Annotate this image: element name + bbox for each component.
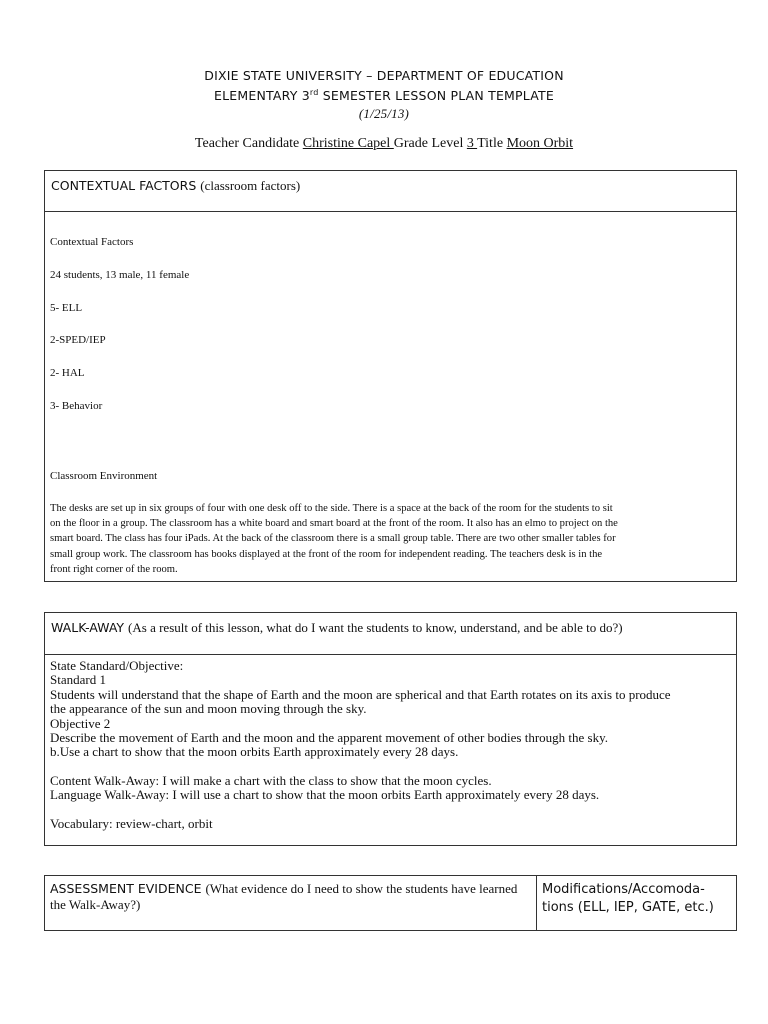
walk-away-heading xyxy=(51,620,623,636)
spacer xyxy=(50,760,730,774)
document-title-line2 xyxy=(0,88,768,103)
document-title-line1 xyxy=(0,68,768,83)
standard-line: State Standard/Objective: xyxy=(50,658,184,673)
walk-away-heading-main: WALK-AWAY xyxy=(51,620,129,635)
grade-label: Grade Level xyxy=(393,136,467,151)
candidate-label: Teacher Candidate xyxy=(194,136,303,151)
language-walk-away: Language Walk-Away: I will use a chart to show that the moon orbits Earth approximately every 28 days. xyxy=(50,787,600,803)
template-title-sup: rd xyxy=(309,88,319,97)
modifications-line: Modifications/Accomoda- xyxy=(542,882,705,897)
grade-value: 3 xyxy=(466,136,478,151)
university-name: DIXIE STATE UNIVERSITY xyxy=(204,68,362,83)
environment-line: front right corner of the room. xyxy=(50,563,178,575)
title-label: Title xyxy=(477,136,507,151)
assessment-evidence-cell xyxy=(45,876,537,930)
assessment-heading-main: ASSESSMENT EVIDENCE xyxy=(50,881,206,896)
contextual-heading-main: CONTEXTUAL FACTORS xyxy=(51,178,201,193)
title-value: Moon Orbit xyxy=(506,136,574,151)
classroom-environment-text xyxy=(50,501,730,577)
assessment-heading-sub: (What evidence do I need to show the students have learned the Walk-Away?) xyxy=(50,881,518,912)
walk-away-header xyxy=(45,613,736,655)
environment-line: on the floor in a group. The classroom has a white board and smart board at the front of the room. It also has an elmo to project on the xyxy=(50,518,618,530)
environment-line: small group work. The classroom has books displayed at the front of the room for independent reading. The teachers desk is in the xyxy=(50,548,603,560)
content-walk-away: Content Walk-Away: I will make a chart with the class to show that the moon cycles. xyxy=(50,772,492,788)
walk-away-body xyxy=(50,659,730,831)
template-date: (1/25/13) xyxy=(358,106,410,121)
teacher-info-line xyxy=(0,136,768,152)
walk-away-section xyxy=(44,612,737,846)
modifications-heading xyxy=(542,881,732,917)
contextual-item: 24 students, 13 male, 11 female xyxy=(50,269,190,281)
contextual-item: 5- ELL xyxy=(50,302,83,314)
template-title-b: SEMESTER LESSON PLAN TEMPLATE xyxy=(318,88,554,104)
contextual-item: 3- Behavior xyxy=(50,400,103,412)
classroom-environment-heading: Classroom Environment xyxy=(50,470,158,482)
contextual-subheading: Contextual Factors xyxy=(50,236,134,248)
vocabulary-line: Vocabulary: review-chart, orbit xyxy=(50,815,213,831)
modifications-line: tions (ELL, IEP, GATE, etc.) xyxy=(542,900,714,915)
contextual-heading-sub: (classroom factors) xyxy=(200,178,301,193)
assessment-evidence-heading xyxy=(50,881,530,913)
contextual-item: 2- HAL xyxy=(50,367,85,379)
standard-line: Standard 1 xyxy=(50,672,106,688)
department-name: – DEPARTMENT OF EDUCATION xyxy=(361,68,564,83)
contextual-factors-section xyxy=(44,170,737,582)
contextual-item: 2-SPED/IEP xyxy=(50,334,106,346)
standard-line: b.Use a chart to show that the moon orbits Earth approximately every 28 days. xyxy=(50,744,459,760)
standard-line: Students will understand that the shape of Earth and the moon are spherical and that Earth rotates on its axis to produce xyxy=(50,686,671,702)
environment-line: smart board. The class has four iPads. At the back of the classroom there is a small group table. There are two other smaller tables for xyxy=(50,533,616,545)
standard-line: the appearance of the sun and moon moving through the sky. xyxy=(50,701,367,717)
assessment-evidence-section xyxy=(44,875,737,931)
contextual-factors-heading xyxy=(51,178,300,194)
contextual-factors-header xyxy=(45,171,736,212)
template-title-a: ELEMENTARY 3 xyxy=(214,88,310,104)
standard-line: Objective 2 xyxy=(50,715,111,731)
environment-line: The desks are set up in six groups of four with one desk off to the side. There is a space at the back of the room for the students to sit xyxy=(50,503,613,514)
candidate-value: Christine Capel xyxy=(302,136,394,151)
spacer xyxy=(50,803,730,817)
standard-line: Describe the movement of Earth and the moon and the apparent movement of other bodies through the sky. xyxy=(50,730,608,746)
walk-away-heading-sub: (As a result of this lesson, what do I want the students to know, understand, and be able to do?) xyxy=(128,620,623,635)
